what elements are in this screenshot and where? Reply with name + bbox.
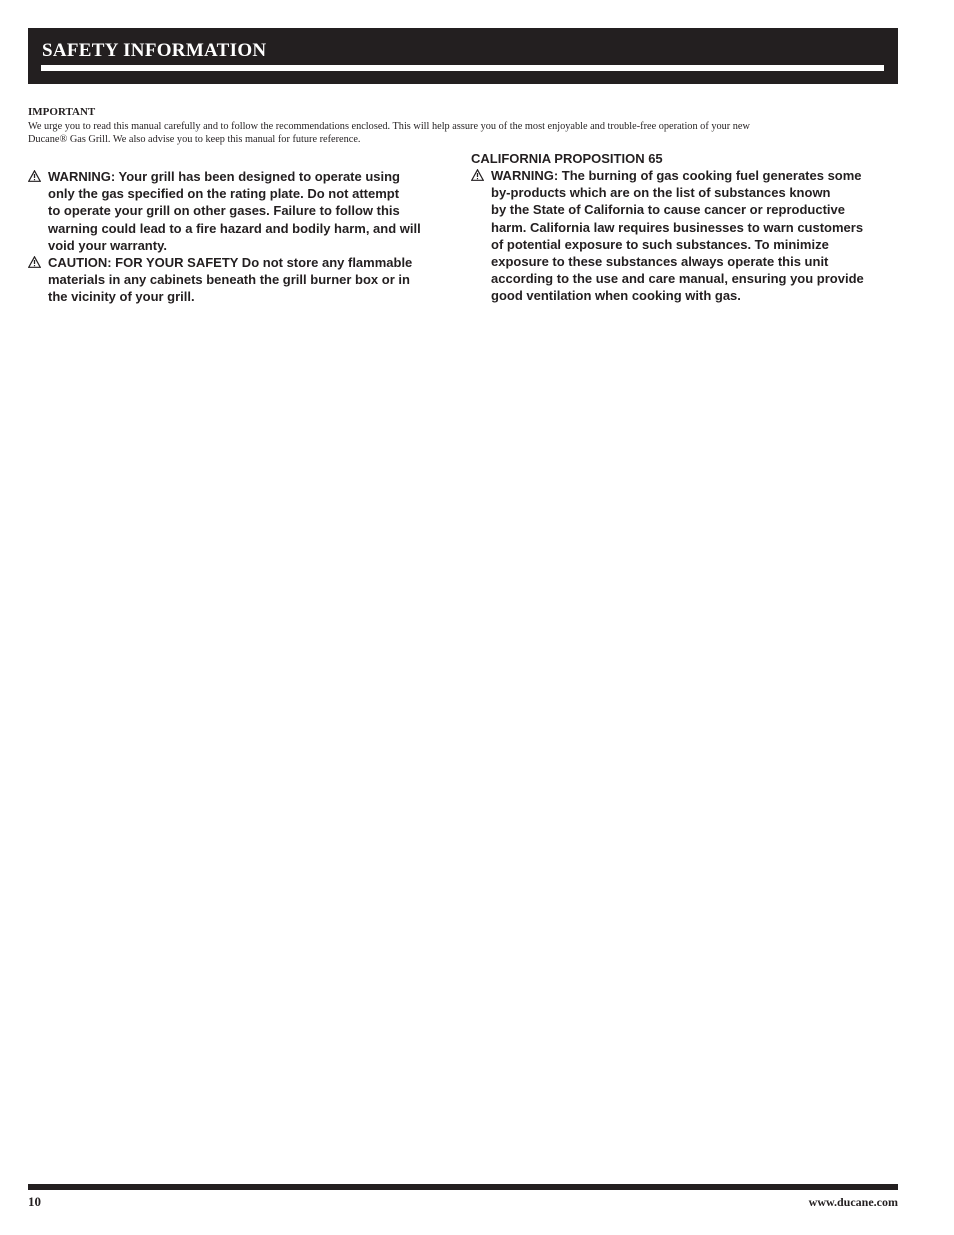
- notice-line: void your warranty.: [48, 237, 167, 253]
- warning-triangle-icon: [28, 256, 41, 268]
- notice-line: exposure to these substances always operate this unit: [491, 254, 829, 270]
- notice-line: of potential exposure to such substances. To minimize: [491, 236, 829, 252]
- notice-line: only the gas specified on the rating plate. Do not attempt: [48, 186, 400, 202]
- notice-line: WARNING: The burning of gas cooking fuel generates some: [491, 168, 862, 183]
- notice-line: the vicinity of your grill.: [48, 289, 195, 305]
- notice-line: warning could lead to a fire hazard and bodily harm, and will: [48, 220, 421, 236]
- notice-line: by the State of California to cause cancer or reproductive: [491, 202, 845, 218]
- header-rule: [41, 65, 884, 71]
- section-header-bar: [28, 28, 898, 84]
- notice-line: to operate your grill on other gases. Failure to follow this: [48, 203, 400, 219]
- important-text: [28, 120, 894, 146]
- gas-type-warning: [28, 168, 460, 254]
- left-column: [28, 168, 460, 306]
- footer-rule: [28, 1184, 898, 1190]
- page-title: SAFETY INFORMATION: [42, 40, 267, 61]
- warning-triangle-icon: [471, 169, 484, 181]
- flammable-storage-caution: [28, 254, 460, 306]
- notice-line: materials in any cabinets beneath the grill burner box or in: [48, 272, 410, 288]
- notice-line: good ventilation when cooking with gas.: [491, 288, 741, 304]
- prop65-heading: CALIFORNIA PROPOSITION 65: [471, 151, 663, 166]
- prop65-warning: [471, 167, 895, 305]
- notice-line: WARNING: Your grill has been designed to operate using: [48, 169, 401, 184]
- notice-line: according to the use and care manual, ensuring you provide: [491, 271, 864, 287]
- important-text-line: We urge you to read this manual carefully and to follow the recommendations enclosed. This will help assure you of the most enjoyable and trouble-free operation of your new: [28, 121, 750, 132]
- page-number: 10: [28, 1194, 41, 1209]
- notice-line: by-products which are on the list of substances known: [491, 185, 831, 201]
- footer-url: www.ducane.com: [808, 1195, 898, 1209]
- notice-line: harm. California law requires businesses to warn customers: [491, 219, 864, 235]
- important-label: IMPORTANT: [28, 106, 96, 118]
- important-text-line: Ducane® Gas Grill. We also advise you to keep this manual for future reference.: [28, 134, 361, 145]
- warning-triangle-icon: [28, 170, 41, 182]
- right-column: [471, 150, 895, 305]
- notice-line: CAUTION: FOR YOUR SAFETY Do not store any flammable: [48, 255, 413, 271]
